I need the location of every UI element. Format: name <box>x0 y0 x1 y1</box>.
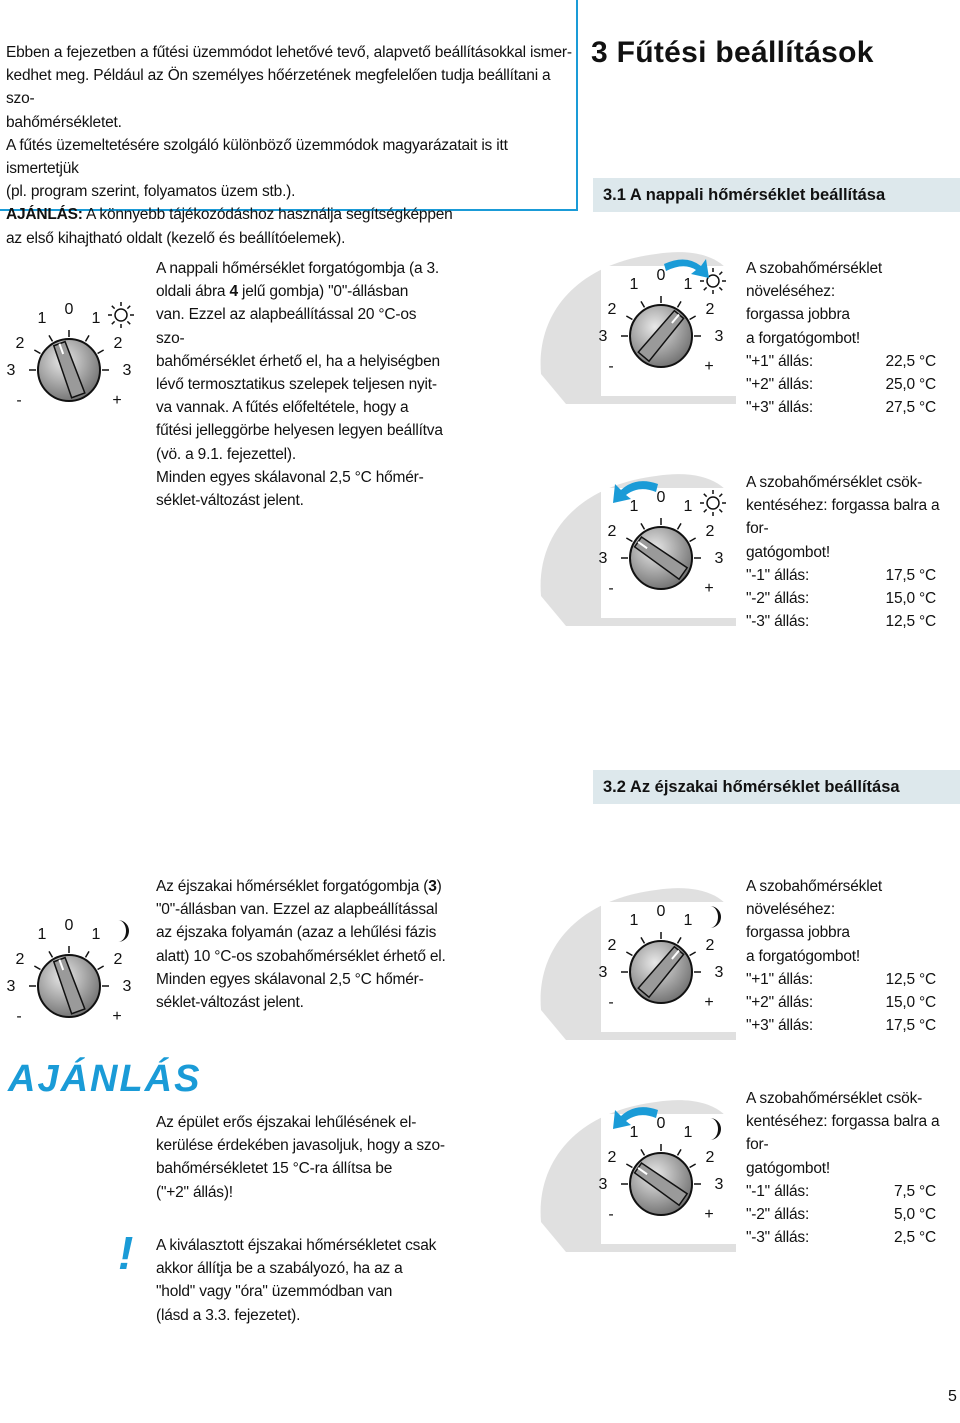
dial-scale-label: 1 <box>629 276 639 293</box>
tip-line: Az épület erős éjszakai lehűlésének el- <box>156 1114 417 1131</box>
position-cell: "+1" állás: <box>746 352 813 370</box>
desc-line: lévő termosztatikus szelepek teljesen nyit- <box>156 376 437 394</box>
recommendation-title: AJÁNLÁS <box>8 1058 202 1100</box>
dial-scale-label: 3 <box>714 964 724 981</box>
dial-scale-label: 1 <box>37 926 47 943</box>
temperature-cell: 17,5 °C <box>885 566 936 584</box>
moon-icon <box>118 920 129 942</box>
dial-tick <box>49 951 53 957</box>
desc-line: Minden egyes skálavonal 2,5 °C hőmér- <box>156 970 424 988</box>
dial-scale-label: 1 <box>37 310 47 327</box>
table-row <box>746 1226 936 1249</box>
dial-scale-label: 2 <box>15 335 25 352</box>
desc-line <box>156 280 446 303</box>
dial-scale-label: 3 <box>598 328 608 345</box>
night-decrease-text <box>746 1087 960 1249</box>
dial-scale-label: 2 <box>113 335 123 352</box>
position-cell: "-3" állás: <box>746 1229 810 1247</box>
table-row <box>746 968 936 991</box>
dial-tick <box>98 966 104 970</box>
dial-scale-label: 2 <box>15 951 25 968</box>
temperature-cell: 27,5 °C <box>885 399 936 417</box>
position-cell: "+2" állás: <box>746 994 813 1012</box>
desc-line: az éjszaka folyamán (azaz a lehűlési fázis <box>156 924 437 942</box>
dial-scale-label: 2 <box>607 937 617 954</box>
desc-line-part: oldali ábra <box>156 283 230 301</box>
dial-scale-label: 2 <box>113 951 123 968</box>
table-row <box>746 373 936 396</box>
decrease-line: kentéséhez: forgassa balra a for- <box>746 1113 940 1154</box>
dial-scale-label: 1 <box>91 310 101 327</box>
increase-line: A szobahőmérséklet növeléséhez: <box>746 260 882 301</box>
tip-label: AJÁNLÁS: <box>6 206 83 224</box>
desc-line-part: Az éjszakai hőmérséklet forgatógombja ( <box>156 878 429 895</box>
temperature-cell: 22,5 °C <box>885 352 936 370</box>
night-increase-text <box>746 875 960 1037</box>
dial-tick <box>98 350 104 354</box>
table-row <box>746 587 936 610</box>
increase-line: a forgatógombot! <box>746 329 860 347</box>
dial-tick <box>86 951 90 957</box>
dial-scale-label: 2 <box>607 523 617 540</box>
dial-scale-label: 1 <box>683 1124 693 1141</box>
temperature-cell: 17,5 °C <box>885 1017 936 1035</box>
dial-tick <box>86 335 90 341</box>
intro-tip-line: az első kihajtható oldalt (kezelő és beállítóelemek). <box>6 229 346 247</box>
intro-line: kedhet meg. Például az Ön személyes hőérzetének megfelelően tudja beállítani a szo- <box>6 67 551 108</box>
dial-scale-label: 3 <box>6 978 16 995</box>
page-number: 5 <box>948 1388 957 1405</box>
day-description <box>156 257 446 512</box>
desc-bold-number: 3 <box>428 878 437 895</box>
night-decrease-table <box>746 1180 936 1250</box>
dial-scale-label: + <box>704 580 714 597</box>
position-cell: "-3" állás: <box>746 613 810 631</box>
desc-line-part: ) <box>436 878 442 895</box>
desc-line-part: jelű gombja) "0"-állásban <box>237 283 409 301</box>
dial-scale-label: 3 <box>714 1176 724 1193</box>
temperature-cell: 25,0 °C <box>885 376 936 394</box>
temperature-cell: 2,5 °C <box>893 1229 936 1247</box>
intro-text <box>6 41 572 250</box>
chapter-title: 3 Fűtési beállítások <box>591 36 874 69</box>
decrease-line: gatógombot! <box>746 543 830 561</box>
dial-scale-label: 0 <box>656 267 666 284</box>
day-increase-table <box>746 350 936 420</box>
position-cell: "-2" állás: <box>746 590 810 608</box>
position-cell: "-1" állás: <box>746 566 810 584</box>
dial-scale-label: + <box>704 994 714 1011</box>
increase-line: forgassa jobbra <box>746 306 850 324</box>
dial-scale-label: 3 <box>598 1176 608 1193</box>
dial-scale-label: 2 <box>705 523 715 540</box>
intro-line: (pl. program szerint, folyamatos üzem stb.). <box>6 183 296 201</box>
increase-line: forgassa jobbra <box>746 924 850 942</box>
decrease-line: A szobahőmérséklet csök- <box>746 1090 923 1107</box>
dial-scale-label: 2 <box>607 1149 617 1166</box>
position-cell: "-2" állás: <box>746 1206 810 1224</box>
day-increase-text <box>746 257 960 419</box>
table-row <box>746 1014 936 1037</box>
table-row <box>746 564 936 587</box>
dial-scale-label: 2 <box>705 1149 715 1166</box>
temperature-cell: 5,0 °C <box>893 1206 936 1224</box>
position-cell: "+1" állás: <box>746 970 813 988</box>
dial-scale-label: 3 <box>598 550 608 567</box>
desc-line: Minden egyes skálavonal 2,5 °C hőmér- <box>156 468 424 486</box>
night-dial-decrease <box>536 1082 736 1252</box>
dial-scale-label: 3 <box>122 362 132 379</box>
dial-scale-label: + <box>704 358 714 375</box>
dial-scale-label: - <box>608 580 614 597</box>
position-cell: "+2" állás: <box>746 376 813 394</box>
night-increase-table <box>746 968 936 1038</box>
dial-scale-label: - <box>16 392 22 409</box>
dial-scale-label: 1 <box>683 912 693 929</box>
day-decrease-text <box>746 471 960 633</box>
dial-scale-label: 1 <box>629 1124 639 1141</box>
warning-icon: ! <box>118 1227 134 1279</box>
dial-scale-label: 1 <box>683 276 693 293</box>
increase-line: A szobahőmérséklet növeléséhez: <box>746 878 882 919</box>
warning-text <box>156 1234 456 1327</box>
dial-scale-label: - <box>608 994 614 1011</box>
decrease-line: gatógombot! <box>746 1159 830 1177</box>
dial-scale-label: 3 <box>6 362 16 379</box>
dial-tick <box>49 335 53 341</box>
dial-scale-label: 0 <box>656 1115 666 1132</box>
tip-line: bahőmérsékletet 15 °C-ra állítsa be <box>156 1160 393 1178</box>
tip-line: ("+2" állás)! <box>156 1183 233 1201</box>
day-dial-decrease <box>536 456 736 626</box>
warning-line: A kiválasztott éjszakai hőmérsékletet csak <box>156 1237 437 1254</box>
increase-line: a forgatógombot! <box>746 947 860 965</box>
section-heading-3-1: 3.1 A nappali hőmérséklet beállítása <box>593 178 960 212</box>
dial-scale-label: 3 <box>714 550 724 567</box>
desc-line <box>156 875 456 898</box>
night-description <box>156 875 456 1014</box>
tip-line: kerülése érdekében javasoljuk, hogy a szo- <box>156 1137 445 1155</box>
desc-line: séklet-változást jelent. <box>156 492 304 510</box>
desc-line: fűtési jelleggörbe helyesen legyen beállítva <box>156 422 443 440</box>
dial-scale-label: - <box>608 1206 614 1223</box>
dial-scale-label: 3 <box>714 328 724 345</box>
position-cell: "+3" állás: <box>746 1017 813 1035</box>
dial-scale-label: 2 <box>705 301 715 318</box>
desc-line: (vö. a 9.1. fejezettel). <box>156 445 296 463</box>
tip-text: A könnyebb tájékozódáshoz használja segítségképpen <box>82 206 453 224</box>
dial-scale-label: 1 <box>629 498 639 515</box>
sun-icon <box>108 302 134 328</box>
desc-line: alatt) 10 °C-os szobahőmérséklet érhető el. <box>156 947 446 965</box>
desc-line: van. Ezzel az alapbeállítással 20 °C-os szo- <box>156 306 417 347</box>
section-heading-3-2: 3.2 Az éjszakai hőmérséklet beállítása <box>593 770 960 804</box>
dial-scale-label: 1 <box>91 926 101 943</box>
intro-line: bahőmérsékletet. <box>6 113 122 131</box>
warning-line: "hold" vagy "óra" üzemmódban van <box>156 1283 393 1301</box>
dial-scale-label: 3 <box>598 964 608 981</box>
position-cell: "-1" állás: <box>746 1182 810 1200</box>
recommendation-text <box>156 1111 456 1204</box>
table-row <box>746 350 936 373</box>
warning-line: (lásd a 3.3. fejezetet). <box>156 1306 301 1324</box>
dial-scale-label: 1 <box>683 498 693 515</box>
table-row <box>746 610 936 633</box>
position-cell: "+3" állás: <box>746 399 813 417</box>
temperature-cell: 7,5 °C <box>893 1182 936 1200</box>
day-dial-increase <box>536 234 736 404</box>
dial-scale-label: + <box>704 1206 714 1223</box>
temperature-cell: 12,5 °C <box>885 970 936 988</box>
dial-tick <box>34 966 40 970</box>
dial-scale-label: + <box>112 392 122 409</box>
dial-scale-label: 0 <box>656 489 666 506</box>
dial-scale-label: 1 <box>629 912 639 929</box>
decrease-line: A szobahőmérséklet csök- <box>746 474 923 491</box>
temperature-cell: 15,0 °C <box>885 994 936 1012</box>
desc-line: va vannak. A fűtés előfeltétele, hogy a <box>156 399 409 417</box>
intro-box <box>0 0 578 247</box>
desc-line: séklet-változást jelent. <box>156 994 304 1012</box>
dial-scale-label: 3 <box>122 978 132 995</box>
dial-scale-label: 0 <box>64 917 74 934</box>
dial-scale-label: 0 <box>64 301 74 318</box>
desc-line: A nappali hőmérséklet forgatógombja (a 3. <box>156 260 440 277</box>
day-decrease-table <box>746 564 936 634</box>
dial-scale-label: + <box>112 1008 122 1025</box>
table-row <box>746 1203 936 1226</box>
dial-scale-label: 0 <box>656 903 666 920</box>
intro-line: Ebben a fejezetben a fűtési üzemmódot lehetővé tevő, alapvető beállításokkal ismer- <box>6 44 572 61</box>
temperature-cell: 15,0 °C <box>885 590 936 608</box>
dial-scale-label: - <box>608 358 614 375</box>
night-dial-increase <box>536 870 736 1040</box>
desc-line: bahőmérséklet érhető el, ha a helyiségben <box>156 352 440 370</box>
dial-scale-label: 2 <box>705 937 715 954</box>
desc-bold-number: 4 <box>229 283 238 301</box>
table-row <box>746 396 936 419</box>
dial-tick <box>34 350 40 354</box>
intro-tip <box>6 203 572 226</box>
warning-line: akkor állítja be a szabályozó, ha az a <box>156 1260 403 1278</box>
temperature-cell: 12,5 °C <box>885 613 936 631</box>
dial-scale-label: 2 <box>607 301 617 318</box>
table-row <box>746 1180 936 1203</box>
table-row <box>746 991 936 1014</box>
decrease-line: kentéséhez: forgassa balra a for- <box>746 497 940 538</box>
desc-line: "0"-állásban van. Ezzel az alapbeállítással <box>156 901 438 919</box>
dial-scale-label: - <box>16 1008 22 1025</box>
intro-line: A fűtés üzemeltetésére szolgáló különböző üzemmódok magyarázatait is itt ismertetjük <box>6 136 508 178</box>
